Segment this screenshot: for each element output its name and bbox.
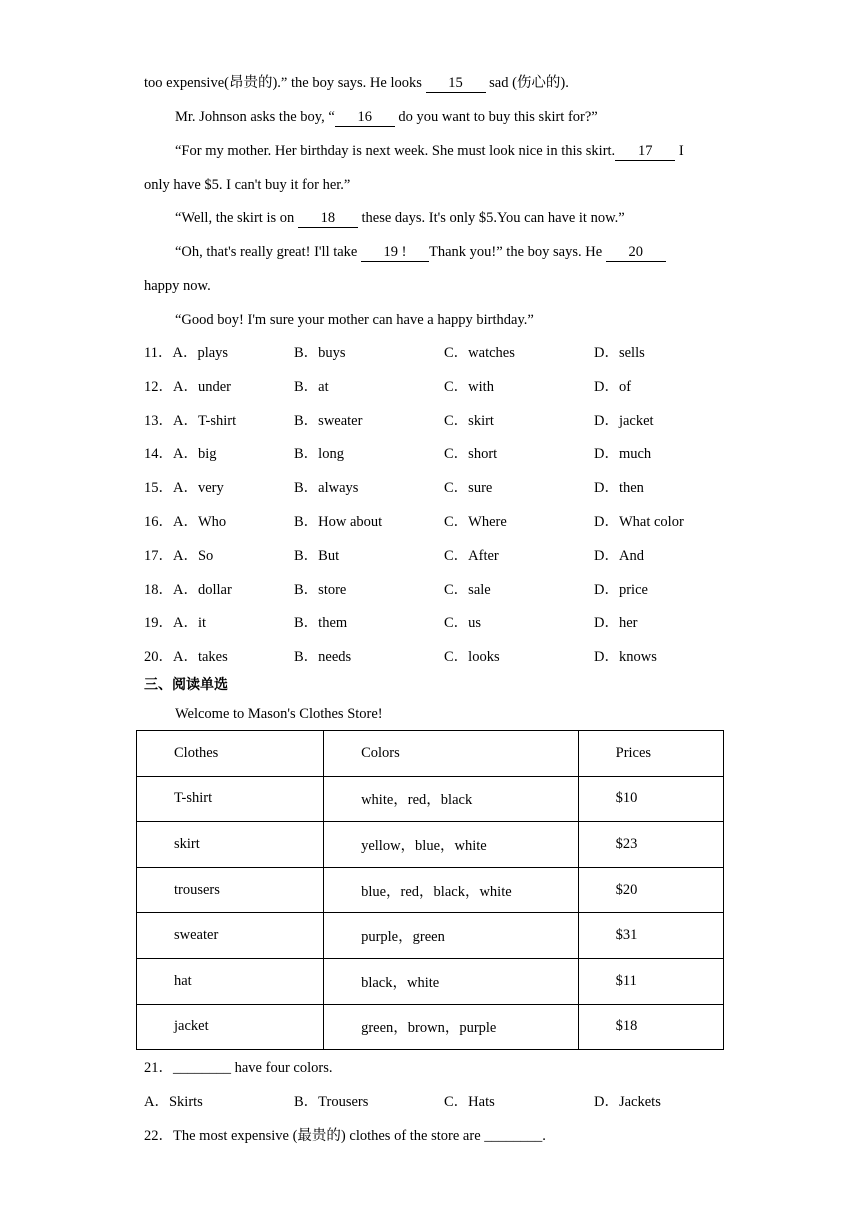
passage-line: “Well, the skirt is on 18 these days. It's only $5.You can have it now.” xyxy=(175,210,625,226)
cell-colors: green，brown，purple xyxy=(324,1004,579,1050)
option-c[interactable]: C．Hats xyxy=(444,1094,495,1110)
option-b[interactable]: B．How about xyxy=(294,514,383,530)
question-number: 16． xyxy=(144,514,173,530)
cell-price: $20 xyxy=(578,867,723,913)
option-c[interactable]: C．looks xyxy=(444,649,500,666)
passage-line: “Oh, that's really great! I'll take 19 ! Thank you!” the boy says. He 20 xyxy=(175,242,666,262)
cell-clothes: skirt xyxy=(137,822,324,868)
cell-price: $23 xyxy=(578,822,723,868)
question-start xyxy=(144,647,228,667)
question-number: 18． xyxy=(144,581,173,598)
option-b[interactable]: B．store xyxy=(294,581,347,598)
blank-15: 15 xyxy=(426,75,486,93)
blank-17: 17 xyxy=(615,143,675,161)
option-a[interactable]: A．very xyxy=(173,480,224,497)
blank-16: 16 xyxy=(335,109,395,127)
table-row xyxy=(137,776,724,822)
cell-colors: yellow，blue，white xyxy=(324,822,579,868)
option-d[interactable]: D．jacket xyxy=(594,412,654,429)
question-row xyxy=(144,343,744,363)
cell-clothes: jacket xyxy=(137,1004,324,1050)
passage-line: “For my mother. Her birthday is next week. She must look nice in this skirt. 17 I xyxy=(175,143,684,159)
option-b[interactable]: B．at xyxy=(294,378,329,395)
option-b[interactable]: B．long xyxy=(294,446,344,463)
blank-19: 19 ! xyxy=(361,244,429,262)
cell-colors: black，white xyxy=(324,958,579,1004)
question-row xyxy=(144,647,744,667)
question-start xyxy=(144,613,206,633)
store-intro: Welcome to Mason's Clothes Store! xyxy=(175,706,383,722)
question-start xyxy=(144,512,226,532)
passage-line: happy now. xyxy=(144,278,211,294)
cell-colors: white，red，black xyxy=(324,776,579,822)
cell-price: $10 xyxy=(578,776,723,822)
table-row xyxy=(137,958,724,1004)
option-a[interactable]: A．under xyxy=(173,378,231,395)
table-row xyxy=(137,822,724,868)
question-21: 21．________ have four colors. xyxy=(144,1060,333,1076)
option-b[interactable]: B．sweater xyxy=(294,412,363,429)
question-row xyxy=(144,411,744,431)
question-number: 12． xyxy=(144,378,173,395)
question-row xyxy=(144,580,744,600)
option-a[interactable]: A．Who xyxy=(173,514,227,530)
table-row xyxy=(137,913,724,959)
section-title: 三、阅读单选 xyxy=(144,677,228,693)
header-colors: Colors xyxy=(324,731,579,777)
option-c[interactable]: C．sale xyxy=(444,581,491,598)
option-a[interactable]: A．So xyxy=(173,547,214,564)
option-d[interactable]: D．price xyxy=(594,581,648,598)
option-c[interactable]: C．short xyxy=(444,446,498,463)
passage-line: Mr. Johnson asks the boy, “ 16 do you want to buy this skirt for?” xyxy=(175,109,598,125)
option-a[interactable]: A．T-shirt xyxy=(173,412,237,429)
option-b[interactable]: B．Trousers xyxy=(294,1094,369,1110)
table-header-row xyxy=(137,731,724,777)
price-table xyxy=(136,730,724,1050)
blank-18: 18 xyxy=(298,210,358,228)
question-21-options xyxy=(144,1092,744,1112)
option-b[interactable]: B．always xyxy=(294,480,359,497)
passage-line: “Good boy! I'm sure your mother can have a happy birthday.” xyxy=(175,312,534,328)
option-a[interactable]: A．dollar xyxy=(173,581,232,598)
option-d[interactable]: D．her xyxy=(594,615,638,632)
option-a[interactable]: A．Skirts xyxy=(144,1094,203,1110)
option-d[interactable]: D．What color xyxy=(594,514,684,530)
cell-clothes: T-shirt xyxy=(137,776,324,822)
option-c[interactable]: C．sure xyxy=(444,480,493,497)
question-number: 13． xyxy=(144,412,173,429)
question-number: 19． xyxy=(144,615,173,632)
option-c[interactable]: C．with xyxy=(444,378,494,395)
question-row xyxy=(144,444,744,464)
cell-colors: blue，red，black，white xyxy=(324,867,579,913)
question-row xyxy=(144,613,744,633)
cell-clothes: trousers xyxy=(137,867,324,913)
option-c[interactable]: C．skirt xyxy=(444,412,494,429)
question-row xyxy=(144,377,744,397)
question-start xyxy=(144,444,217,464)
question-22: 22．The most expensive (最贵的) clothes of the store are ________. xyxy=(144,1128,546,1144)
question-start xyxy=(144,343,228,363)
option-d[interactable]: D．of xyxy=(594,378,632,395)
table-row xyxy=(137,867,724,913)
cell-price: $18 xyxy=(578,1004,723,1050)
option-d[interactable]: D．And xyxy=(594,547,644,564)
cell-price: $31 xyxy=(578,913,723,959)
passage-line: too expensive(昂贵的).” the boy says. He looks 15 sad (伤心的). xyxy=(144,75,569,91)
option-b[interactable]: B．But xyxy=(294,547,340,564)
question-row xyxy=(144,478,744,498)
question-number: 14． xyxy=(144,446,173,463)
option-b[interactable]: B．buys xyxy=(294,345,346,361)
question-number: 20． xyxy=(144,649,173,666)
question-start xyxy=(144,377,231,397)
passage-line: only have $5. I can't buy it for her.” xyxy=(144,177,351,193)
cell-clothes: sweater xyxy=(137,913,324,959)
option-d[interactable]: D．then xyxy=(594,480,644,497)
cell-clothes: hat xyxy=(137,958,324,1004)
option-c[interactable]: C．us xyxy=(444,615,482,632)
question-number: 15． xyxy=(144,480,173,497)
option-a[interactable]: A．it xyxy=(173,615,207,632)
option-c[interactable]: C．watches xyxy=(444,345,515,361)
option-d[interactable]: D．much xyxy=(594,446,652,463)
option-a[interactable]: A．takes xyxy=(173,649,228,666)
table-body xyxy=(137,776,724,1050)
cell-colors: purple，green xyxy=(324,913,579,959)
header-prices: Prices xyxy=(578,731,723,777)
option-d[interactable]: D．sells xyxy=(594,345,645,361)
blank-20: 20 xyxy=(606,244,666,262)
option-d[interactable]: D．knows xyxy=(594,649,657,666)
question-row xyxy=(144,546,744,566)
option-c[interactable]: C．Where xyxy=(444,514,507,530)
question-start xyxy=(144,580,232,600)
option-b[interactable]: B．needs xyxy=(294,649,352,666)
question-start xyxy=(144,478,224,498)
option-a[interactable]: A．big xyxy=(173,446,217,463)
question-start xyxy=(144,546,213,566)
option-d[interactable]: D．Jackets xyxy=(594,1094,661,1110)
cell-price: $11 xyxy=(578,958,723,1004)
header-clothes: Clothes xyxy=(137,731,324,777)
option-b[interactable]: B．them xyxy=(294,615,348,632)
table-row xyxy=(137,1004,724,1050)
option-c[interactable]: C．After xyxy=(444,547,499,564)
question-number: 17． xyxy=(144,547,173,564)
question-start xyxy=(144,411,236,431)
question-number: 11． xyxy=(144,345,173,361)
option-a[interactable]: A．plays xyxy=(172,345,229,361)
question-row xyxy=(144,512,744,532)
